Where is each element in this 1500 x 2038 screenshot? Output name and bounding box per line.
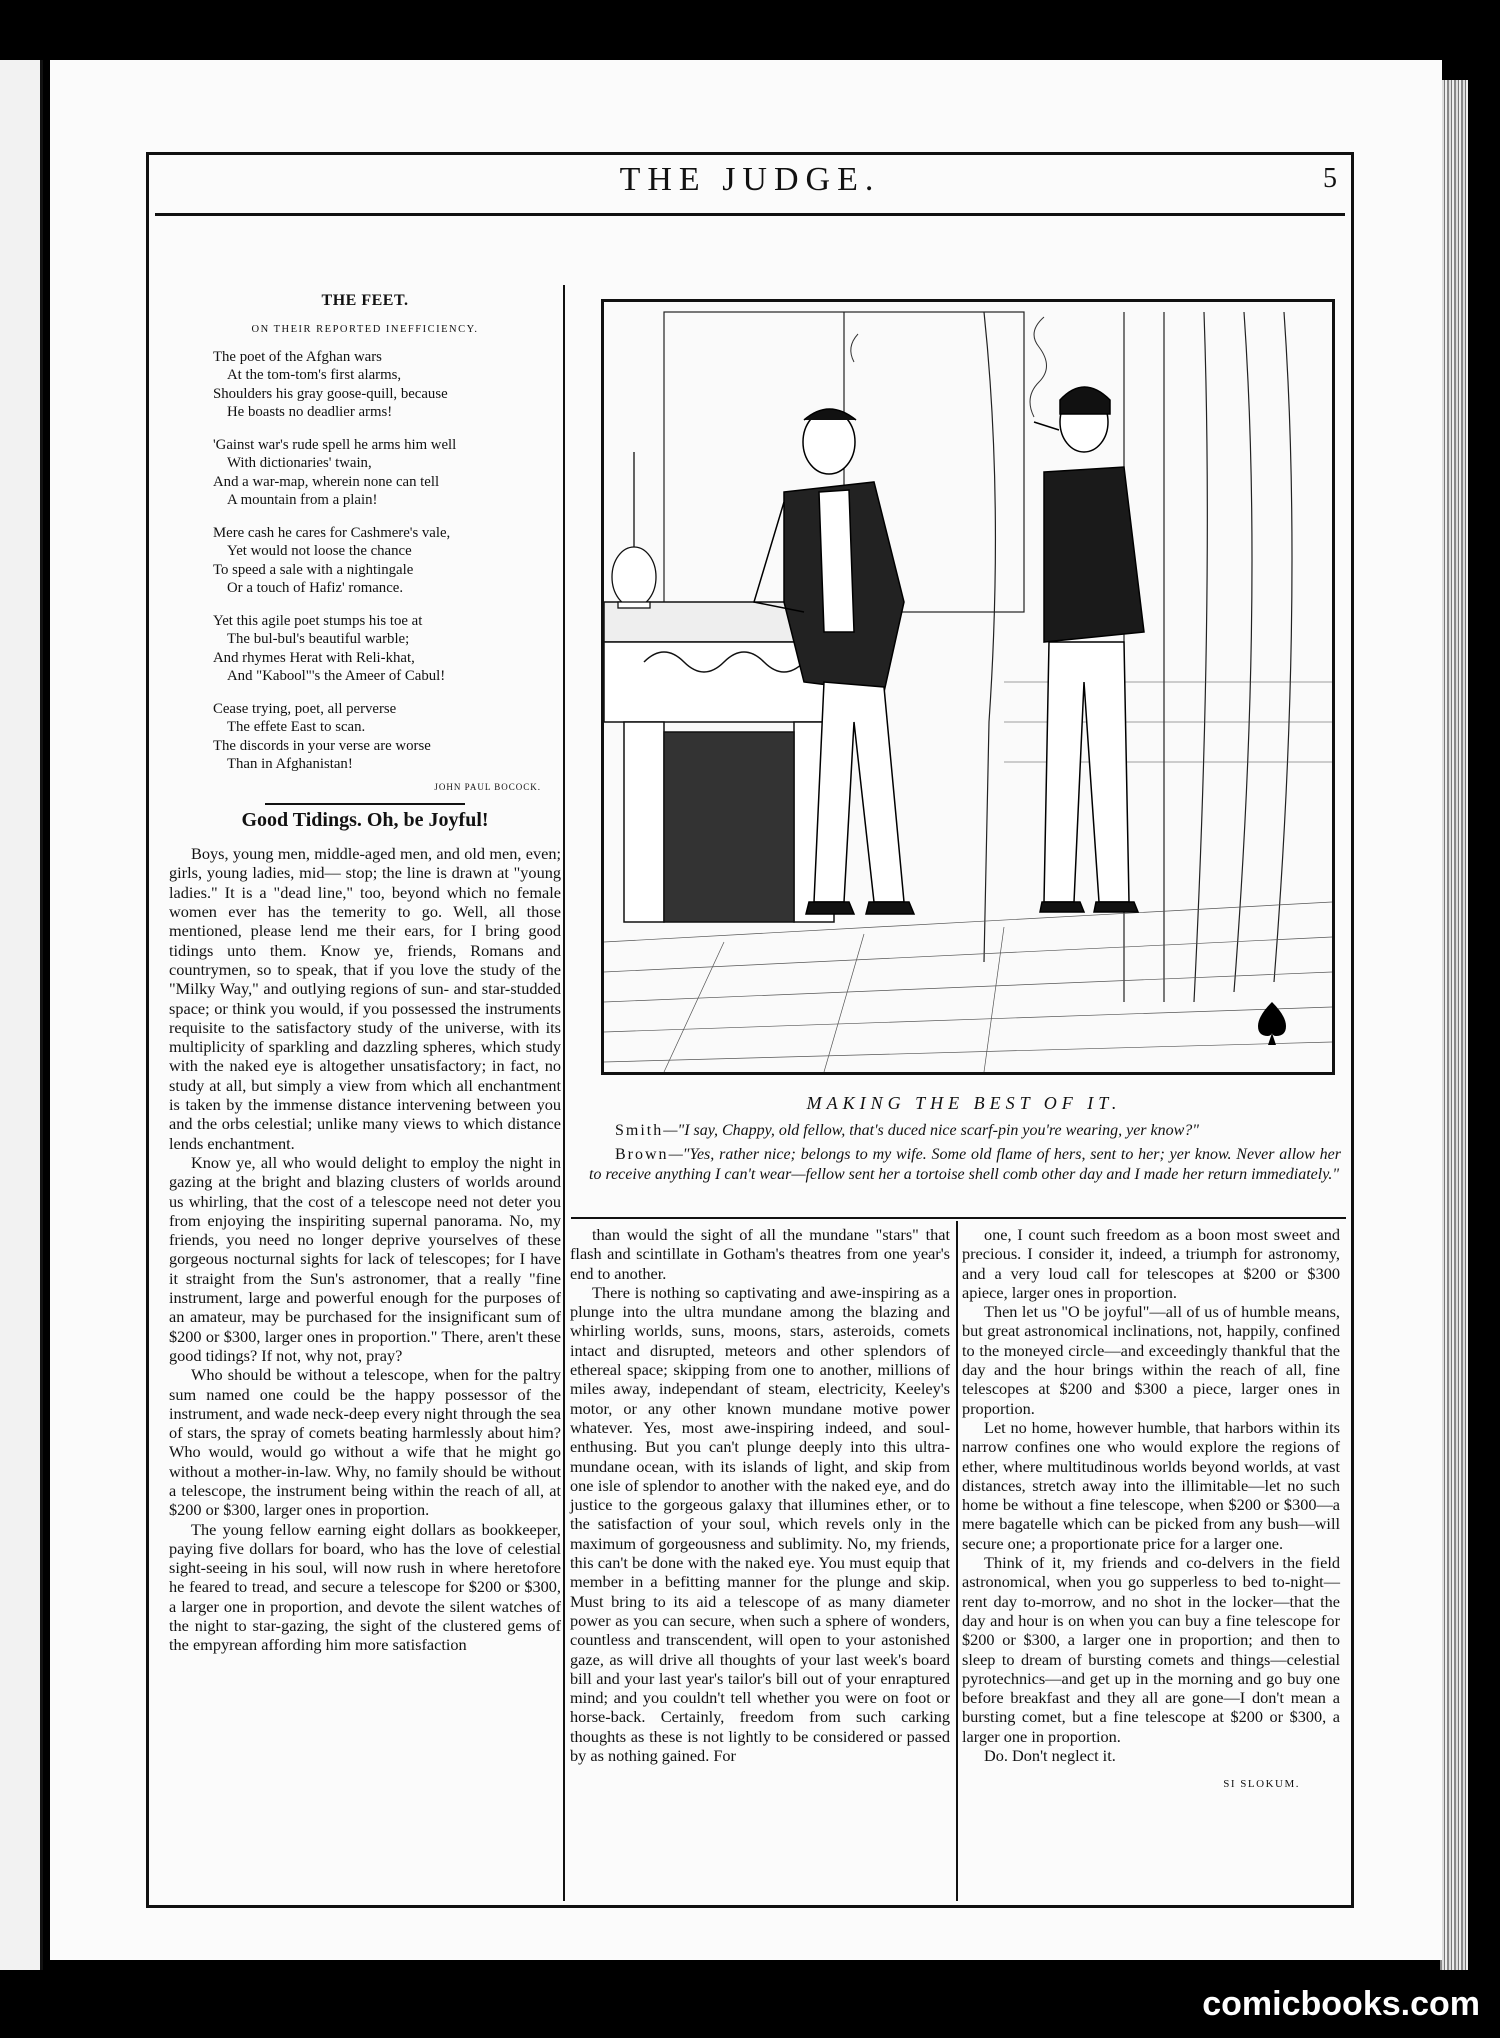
poem-line: Yet this agile poet stumps his toe at	[213, 612, 423, 629]
article-text-col2	[570, 1225, 950, 1765]
cartoon-caption	[589, 1121, 1341, 1189]
brown-line: "Yes, rather nice; belongs to my wife. Some old flame of hers, sent to her; yer know. Never allow her to receive anything I can't wear—fellow sent her a tortoise shell comb other day and I made her return immediately."	[589, 1146, 1341, 1183]
cartoon-illustration	[601, 299, 1335, 1075]
poem-line: Mere cash he cares for Cashmere's vale,	[213, 524, 451, 541]
poem-stanza	[213, 436, 561, 510]
caption-smith: Smith—"I say, Chappy, old fellow, that's duced nice scarf-pin you're wearing, yer know?"	[615, 1122, 1200, 1139]
poem-body	[169, 348, 561, 774]
column-left	[169, 285, 561, 1655]
article-paragraph: The young fellow earning eight dollars as bookkeeper, paying five dollars for board, who has the love of celestial sight-seeing in his soul, will now rush in where heretofore he feared to tread, and secure a telescope for $200 or $300, a larger one in proportion, and devote the silent watches of the night to star-gazing, the sight of the clustered gems of the empyrean affording him more satisfaction	[169, 1519, 561, 1655]
article-paragraph: one, I count such freedom as a boon most sweet and precious. I consider it, indeed, a triumph for astronomy, and a very loud call for telescopes at $200 or $300 apiece, larger ones in proportion.	[962, 1225, 1340, 1302]
masthead-rule	[155, 213, 1345, 216]
smith-line: "I say, Chappy, old fellow, that's duced nice scarf-pin you're wearing, yer know?"	[677, 1122, 1200, 1139]
caption-brown: Brown—"Yes, rather nice; belongs to my wife. Some old flame of hers, sent to her; yer know. Never allow her to receive anything I can't wear—fellow sent her a tortoise shell comb other day and I made her return immediately."	[589, 1146, 1341, 1183]
section-divider	[265, 803, 465, 805]
poem-line: The discords in your verse are worse	[213, 737, 431, 754]
cartoon-drawing	[604, 302, 1332, 1072]
poem-line: Than in Afghanistan!	[227, 756, 353, 773]
masthead-title: THE JUDGE.	[619, 161, 881, 198]
poem-line: He boasts no deadlier arms!	[227, 404, 393, 421]
column-right	[962, 1225, 1340, 1795]
poem-line: At the tom-tom's first alarms,	[227, 367, 402, 384]
article-title: Good Tidings. Oh, be Joyful!	[241, 808, 489, 831]
speaker-smith: Smith	[615, 1122, 664, 1139]
poem-line: Shoulders his gray goose-quill, because	[213, 385, 448, 402]
article-paragraph: Do. Don't neglect it.	[984, 1746, 1116, 1766]
poem-line: 'Gainst war's rude spell he arms him well	[213, 436, 457, 453]
article-paragraph: Think of it, my friends and co-delvers in the field astronomical, when you go supperless to bed to-night—rent day to-morrow, and no shot in the locker—that the day and hour is on when you can buy a fine telescope for $200 or $300, a larger one in proportion; and then to sleep to dream of bursting comets and things—celestial pyrotechnics—and get up in the morning and go buy one before breakfast and they all are gone—I don't mean a bursting comet, but a fine telescope at $200 or $300, a larger one in proportion.	[962, 1553, 1340, 1746]
page-stack-edge	[1440, 80, 1468, 1970]
column-rule-1	[563, 285, 565, 1901]
poem-subtitle: ON THEIR REPORTED INEFFICIENCY.	[251, 324, 479, 336]
page-number: 5	[1323, 163, 1337, 194]
article-paragraph: Know ye, all who would delight to employ the night in gazing at the bright and blazing clusters of worlds around us whirling, that the cost of a telescope need not deter you from enjoying the inspiriting supernal panorama. No, my friends, you need no longer deprive yourselves of these gorgeous nocturnal sights for lack of telescopes; for I have it straight from the Sun's astronomer, that a really "fine instrument, large and powerful enough for the purposes of an amateur, may be purchased for the insignificant sum of $200 or $300, larger ones in proportion." There, aren't these good tidings? If not, why not, pray?	[169, 1152, 561, 1365]
column-rule-2	[956, 1221, 958, 1901]
poem-line: And a war-map, wherein none can tell	[213, 473, 440, 490]
article-paragraph: than would the sight of all the mundane "stars" that flash and scintillate in Gotham's theatres from one year's end to another.	[570, 1225, 950, 1283]
poem-line: And rhymes Herat with Reli-khat,	[213, 649, 415, 666]
poem-line: Yet would not loose the chance	[227, 543, 412, 560]
poem-stanza	[213, 348, 561, 422]
left-page-edge	[0, 60, 43, 1970]
article-paragraph: Let no home, however humble, that harbors within its narrow confines one who would explore the regions of ether, where multitudinous worlds beyond worlds, at vast distances, stretch away into the illimitable—let no such home be without a fine telescope, when $200 or $300—a mere bagatelle which can be picked from any bush—will secure one; a proportionate price for a larger one.	[962, 1417, 1340, 1553]
poem-line: Or a touch of Hafiz' romance.	[227, 580, 404, 597]
poem-stanza	[213, 612, 561, 686]
poem-line: And "Kabool"'s the Ameer of Cabul!	[227, 668, 446, 685]
article-text-col3	[962, 1225, 1340, 1765]
poem-stanza	[213, 524, 561, 598]
poem-line: A mountain from a plain!	[227, 492, 378, 509]
watermark: comicbooks.com	[1202, 1985, 1480, 2023]
poem-line: The poet of the Afghan wars	[213, 348, 382, 365]
poem-line: To speed a sale with a nightingale	[213, 561, 414, 578]
article-paragraph: Who should be without a telescope, when for the paltry sum named one could be the happy possessor of the instrument, and wade neck-deep every night through the sea of stars, the spray of comets beating harmlessly about him? Who would, would go without a wife that he might go without a mother-in-law. Why, no family should be without a telescope, the instrument being within the reach of all, at $200 or $300, larger ones in proportion.	[169, 1365, 561, 1520]
poem-stanza	[213, 700, 561, 774]
caption-rule	[571, 1217, 1346, 1219]
article-text-col1	[169, 844, 561, 1654]
poem-line: Cease trying, poet, all perverse	[213, 700, 397, 717]
article-paragraph: Then let us "O be joyful"—all of us of humble means, but great astronomical inclinations, not, happily, confined to the moneyed circle—and exceedingly thankful that the day and the hour brings within the reach of all, fine telescopes at $200 and $300 a piece, larger ones in proportion.	[962, 1302, 1340, 1418]
page-border	[146, 152, 1354, 1908]
poem-line: The effete East to scan.	[227, 719, 366, 736]
poem-author: JOHN PAUL BOCOCK.	[434, 781, 541, 792]
speaker-brown: Brown	[615, 1146, 669, 1163]
cartoon-title: MAKING THE BEST OF IT.	[806, 1093, 1122, 1113]
poem-line: The bul-bul's beautiful warble;	[227, 631, 410, 648]
magazine-page	[50, 60, 1442, 1960]
poem-title: THE FEET.	[321, 292, 409, 309]
poem-line: With dictionaries' twain,	[227, 455, 372, 472]
article-author: SI SLOKUM.	[1223, 1778, 1300, 1791]
article-paragraph: There is nothing so captivating and awe-inspiring as a plunge into the ultra mundane among the blazing and whirling worlds, suns, moons, stars, asteroids, comets intact and disrupted, meteors and other splendors of ethereal space; skipping from one to another, millions of miles away, independant of steam, electricity, Keeley's motor, or any other known mundane motive power whatever. Yes, most awe-inspiring indeed, and soul-enthusing. But you can't plunge deeply into this ultra-mundane ocean, with its islands of light, and skip from one isle of splendor to another with the naked eye, and do justice to the gorgeous galaxy that illumines ether, or to the satisfaction of your soul, which revels only in the maximum of gorgeousness and sublimity. No, my friends, this can't be done with the naked eye. You must equip that member in a befitting manner for the plunge and skip. Must bring to its aid a telescope of as many diameter power as you can secure, when such a sphere of wonders, countless and transcendent, will open to your astonished gaze, as will drive all thoughts of your last week's board bill and your last year's tailor's bill out of your enraptured mind; and you couldn't tell whether you were on foot or horse-back. Certainly, freedom from such carking thoughts as these is not lightly to be considered or passed by as nothing gained. For	[570, 1282, 950, 1766]
article-paragraph: Boys, young men, middle-aged men, and old men, even; girls, young ladies, mid— stop; the line is drawn at "young ladies." It is a "dead line," too, beyond which no female women ever has the temerity to go. Well, all those mentioned, please lend me their ears, for I bring good tidings unto them. Know ye, friends, Romans and countrymen, so to speak, that if you love the study of the "Milky Way," and outlying regions of sun- and star-studded space; or think you would, if you possessed the instruments requisite to the satisfactory study of the universe, with its multiplicity of sparkling and dazzling spheres, which study with the naked eye is altogether unsatisfactory; in fact, no study at all, but simply a view from which all enchantment is taken by the immense distance intervening between you and the orbs celestial; unlike many views to which distance lends enchantment.	[169, 844, 561, 1153]
